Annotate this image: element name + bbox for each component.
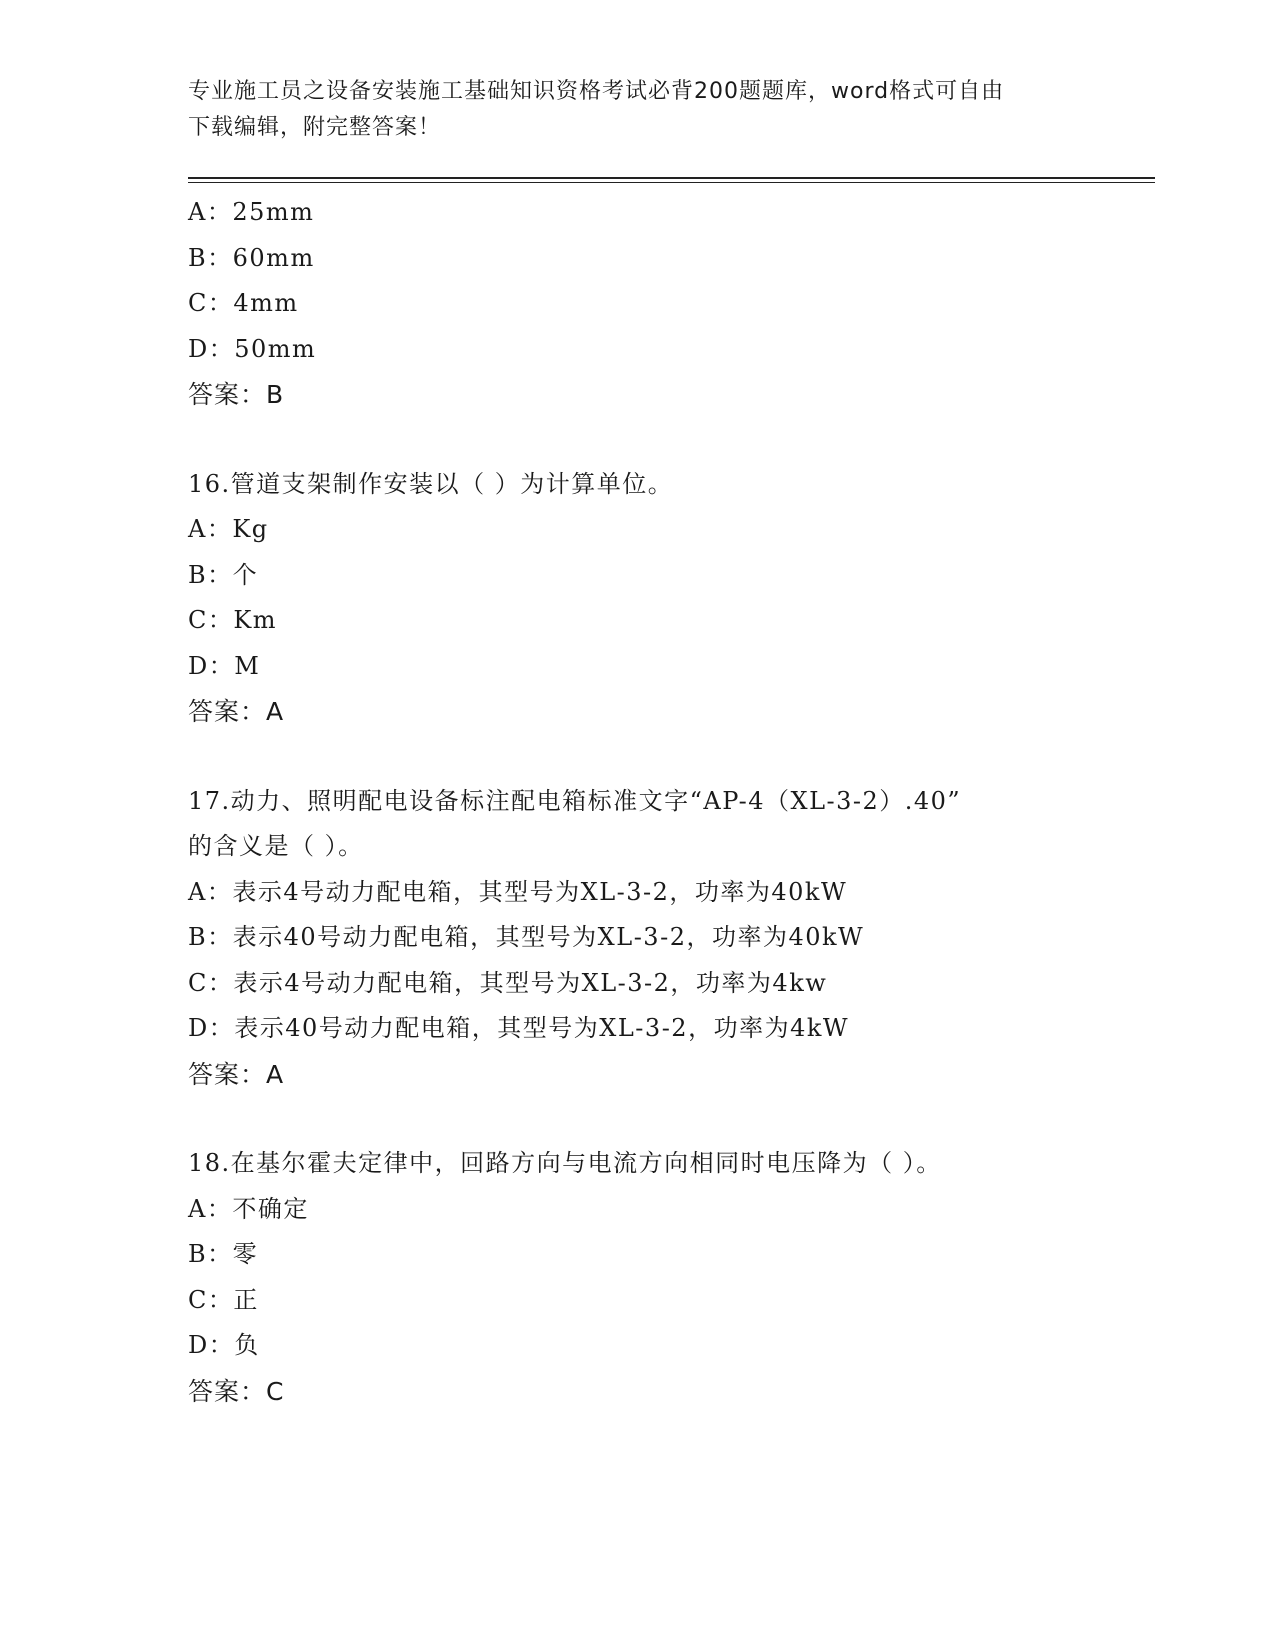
option-d: D：负 [188, 1331, 260, 1359]
question-stem: 16.管道支架制作安装以（ ）为计算单位。 [188, 469, 674, 498]
option-b: B：个 [188, 560, 259, 589]
option-d: D：50mm [188, 334, 317, 363]
answer: 答案：A [188, 697, 285, 726]
spacer [188, 735, 1148, 779]
answer: 答案：B [188, 380, 285, 409]
option-a: A：不确定 [188, 1194, 309, 1223]
header-line-1: 专业施工员之设备安装施工基础知识资格考试必背200题题库，word格式可自由 [188, 79, 1005, 104]
option-c: C：4mm [188, 289, 299, 317]
answer: 答案：A [188, 1059, 285, 1089]
question-15 [188, 190, 1148, 418]
header-rule-thick [188, 177, 1155, 179]
question-stem-line-2: 的含义是（ ）。 [188, 832, 364, 860]
question-17 [188, 779, 1148, 1098]
document-header [188, 74, 1088, 146]
option-c: C：表示4号动力配电箱，其型号为XL-3-2，功率为4kw [188, 968, 828, 997]
spacer [188, 418, 1148, 462]
question-18 [188, 1141, 1148, 1414]
question-stem-line-1: 17.动力、照明配电设备标注配电箱标准文字“AP-4（XL-3-2）.40” [188, 786, 962, 815]
option-c: C：正 [188, 1285, 259, 1314]
option-a: A：Kg [188, 515, 269, 543]
question-stem: 18.在基尔霍夫定律中，回路方向与电流方向相同时电压降为（ ）。 [188, 1149, 942, 1177]
option-b: B：60mm [188, 243, 315, 272]
spacer [188, 1097, 1148, 1141]
question-16 [188, 462, 1148, 735]
option-b: B：表示40号动力配电箱，其型号为XL-3-2，功率为40kW [188, 923, 865, 951]
option-a: A：25mm [188, 198, 315, 226]
option-c: C：Km [188, 606, 278, 634]
option-a: A：表示4号动力配电箱，其型号为XL-3-2，功率为40kW [188, 877, 848, 906]
header-line-2: 下载编辑，附完整答案！ [188, 115, 442, 140]
question-list [188, 190, 1148, 1414]
answer: 答案：C [188, 1376, 285, 1406]
option-b: B：零 [188, 1240, 259, 1268]
header-rule-thin [188, 182, 1155, 183]
option-d: D：表示40号动力配电箱，其型号为XL-3-2，功率为4kW [188, 1014, 850, 1042]
option-d: D：M [188, 651, 261, 680]
